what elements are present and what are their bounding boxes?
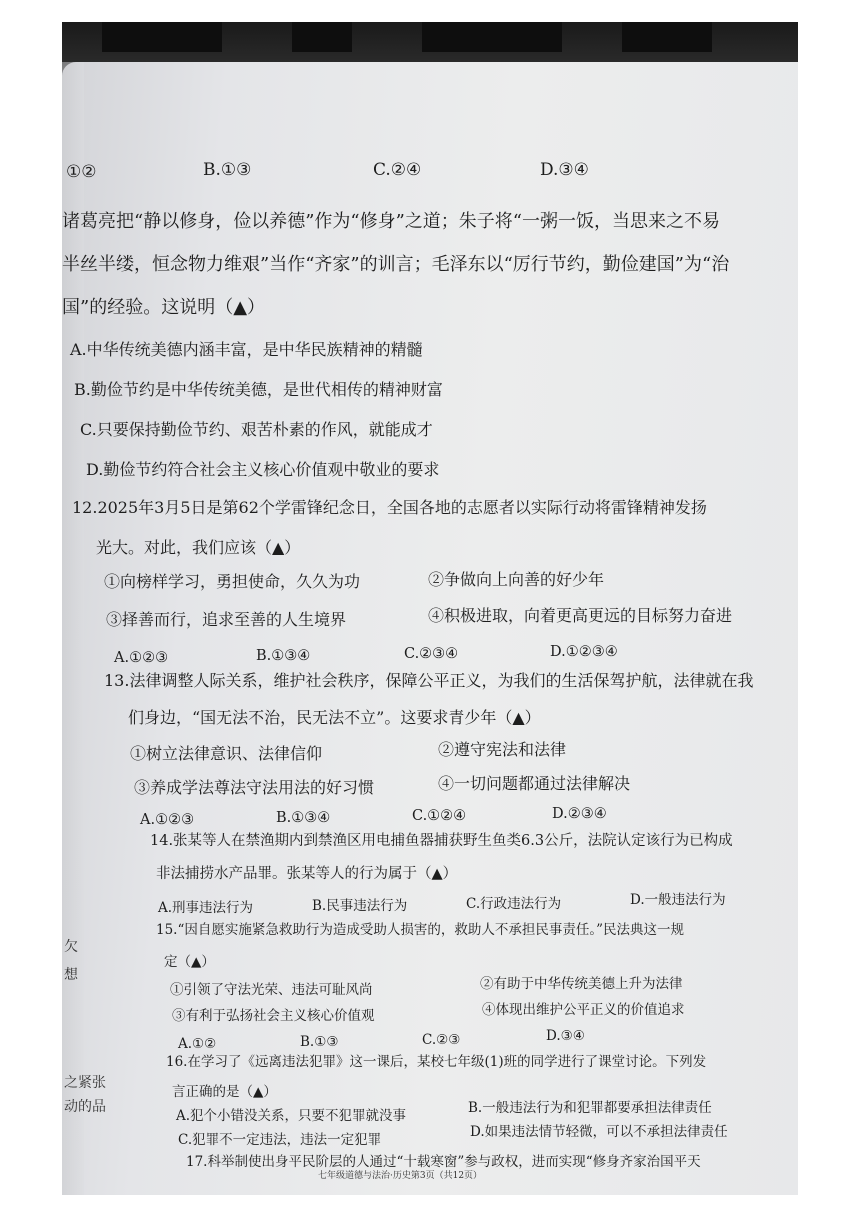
margin-text-3: 之紧张 xyxy=(64,1075,106,1091)
margin-text-2: 想 xyxy=(64,967,78,983)
q12-option-a: A.①②③ xyxy=(114,650,169,666)
q15-option-d: D.③④ xyxy=(546,1028,585,1044)
q13-option-d: D.②③④ xyxy=(552,806,607,822)
q12-stem-line-1: 12.2025年3月5日是第62个学雷锋纪念日，全国各地的志愿者以实际行动将雷锋精神发扬 xyxy=(72,498,707,517)
q13-item-3: ③养成学法尊法守法用法的好习惯 xyxy=(134,778,375,797)
q10-option-c: C.②④ xyxy=(373,160,422,180)
q13-option-c: C.①②④ xyxy=(412,808,467,824)
q13-option-a: A.①②③ xyxy=(140,812,195,828)
q13-item-4: ④一切问题都通过法律解决 xyxy=(438,774,631,793)
q16-option-a: A.犯个小错没关系，只要不犯罪就没事 xyxy=(176,1108,407,1124)
margin-text-4: 动的品 xyxy=(64,1099,106,1115)
q13-item-1: ①树立法律意识、法律信仰 xyxy=(130,744,323,763)
q15-option-b: B.①③ xyxy=(300,1034,339,1050)
q15-item-4: ④体现出维护公平正义的价值追求 xyxy=(482,1002,685,1018)
q14-stem-line-1: 14.张某等人在禁渔期内到禁渔区用电捕鱼器捕获野生鱼类6.3公斤，法院认定该行为已构成 xyxy=(150,833,733,849)
q12-stem-line-2: 光大。对此，我们应该（▲） xyxy=(96,538,301,557)
q15-stem-line-2: 定（▲） xyxy=(164,954,215,970)
q16-stem-line-2: 言正确的是（▲） xyxy=(172,1084,277,1100)
q15-option-a: A.①② xyxy=(178,1036,217,1052)
q13-item-2: ②遵守宪法和法律 xyxy=(438,740,567,759)
q15-item-2: ②有助于中华传统美德上升为法律 xyxy=(480,976,683,992)
q10-option-a: ①② xyxy=(66,162,97,182)
q14-option-d: D.一般违法行为 xyxy=(630,892,726,908)
question-17: 17.科举制使出身平民阶层的人通过“十载寒窗”参与政权，进而实现“修身齐家治国平天 xyxy=(186,1154,701,1170)
q14-option-a: A.刑事违法行为 xyxy=(158,900,254,916)
q11-stem-line-3: 国”的经验。这说明（▲） xyxy=(62,297,266,318)
q13-stem-line-1: 13.法律调整人际关系，维护社会秩序，保障公平正义，为我们的生活保驾护航，法律就在我 xyxy=(104,671,754,690)
q10-option-d: D.③④ xyxy=(540,160,589,180)
q11-stem-line-1: 诸葛亮把“静以修身，俭以养德”作为“修身”之道；朱子将“一粥一饭，当思来之不易 xyxy=(62,211,721,232)
q15-item-1: ①引领了守法光荣、违法可耻风尚 xyxy=(170,982,373,998)
q15-item-3: ③有利于弘扬社会主义核心价值观 xyxy=(172,1008,375,1024)
q16-option-b: B.一般违法行为和犯罪都要承担法律责任 xyxy=(468,1100,712,1116)
q12-item-3: ③择善而行，追求至善的人生境界 xyxy=(106,610,347,629)
q11-option-c: C.只要保持勤俭节约、艰苦朴素的作风，就能成才 xyxy=(80,420,433,439)
q11-option-a: A.中华传统美德内涵丰富，是中华民族精神的精髓 xyxy=(70,340,423,359)
q14-option-b: B.民事违法行为 xyxy=(312,898,408,914)
q14-stem-line-2: 非法捕捞水产品罪。张某等人的行为属于（▲） xyxy=(156,866,458,882)
q12-item-4: ④积极进取，向着更高更远的目标努力奋进 xyxy=(428,606,733,625)
q12-option-d: D.①②③④ xyxy=(550,644,618,660)
q12-option-b: B.①③④ xyxy=(256,648,311,664)
q12-item-1: ①向榜样学习，勇担使命，久久为功 xyxy=(104,572,361,591)
q16-option-c: C.犯罪不一定违法，违法一定犯罪 xyxy=(178,1132,382,1148)
q11-stem-line-2: 半丝半缕，恒念物力维艰”当作“齐家”的训言；毛泽东以“厉行节约，勤俭建国”为“治 xyxy=(62,254,730,275)
q10-option-b: B.①③ xyxy=(203,160,252,180)
q16-option-d: D.如果违法情节轻微，可以不承担法律责任 xyxy=(470,1124,728,1140)
q11-option-d: D.勤俭节约符合社会主义核心价值观中敬业的要求 xyxy=(86,460,440,479)
q14-option-c: C.行政违法行为 xyxy=(466,896,562,912)
page-footer: 七年级道德与法治·历史第3页（共12页） xyxy=(318,1171,483,1181)
q13-option-b: B.①③④ xyxy=(276,810,331,826)
q15-stem-line-1: 15.“因自愿实施紧急救助行为造成受助人损害的，救助人不承担民事责任。”民法典这一规 xyxy=(156,922,685,938)
q12-option-c: C.②③④ xyxy=(404,646,459,662)
q12-item-2: ②争做向上向善的好少年 xyxy=(428,570,605,589)
q13-stem-line-2: 们身边，“国无法不治，民无法不立”。这要求青少年（▲） xyxy=(128,708,541,727)
q16-stem-line-1: 16.在学习了《远离违法犯罪》这一课后，某校七年级(1)班的同学进行了课堂讨论。下列发 xyxy=(166,1054,707,1070)
q11-option-b: B.勤俭节约是中华传统美德，是世代相传的精神财富 xyxy=(74,380,443,399)
margin-text-1: 欠 xyxy=(64,939,78,955)
q15-option-c: C.②③ xyxy=(422,1032,461,1048)
